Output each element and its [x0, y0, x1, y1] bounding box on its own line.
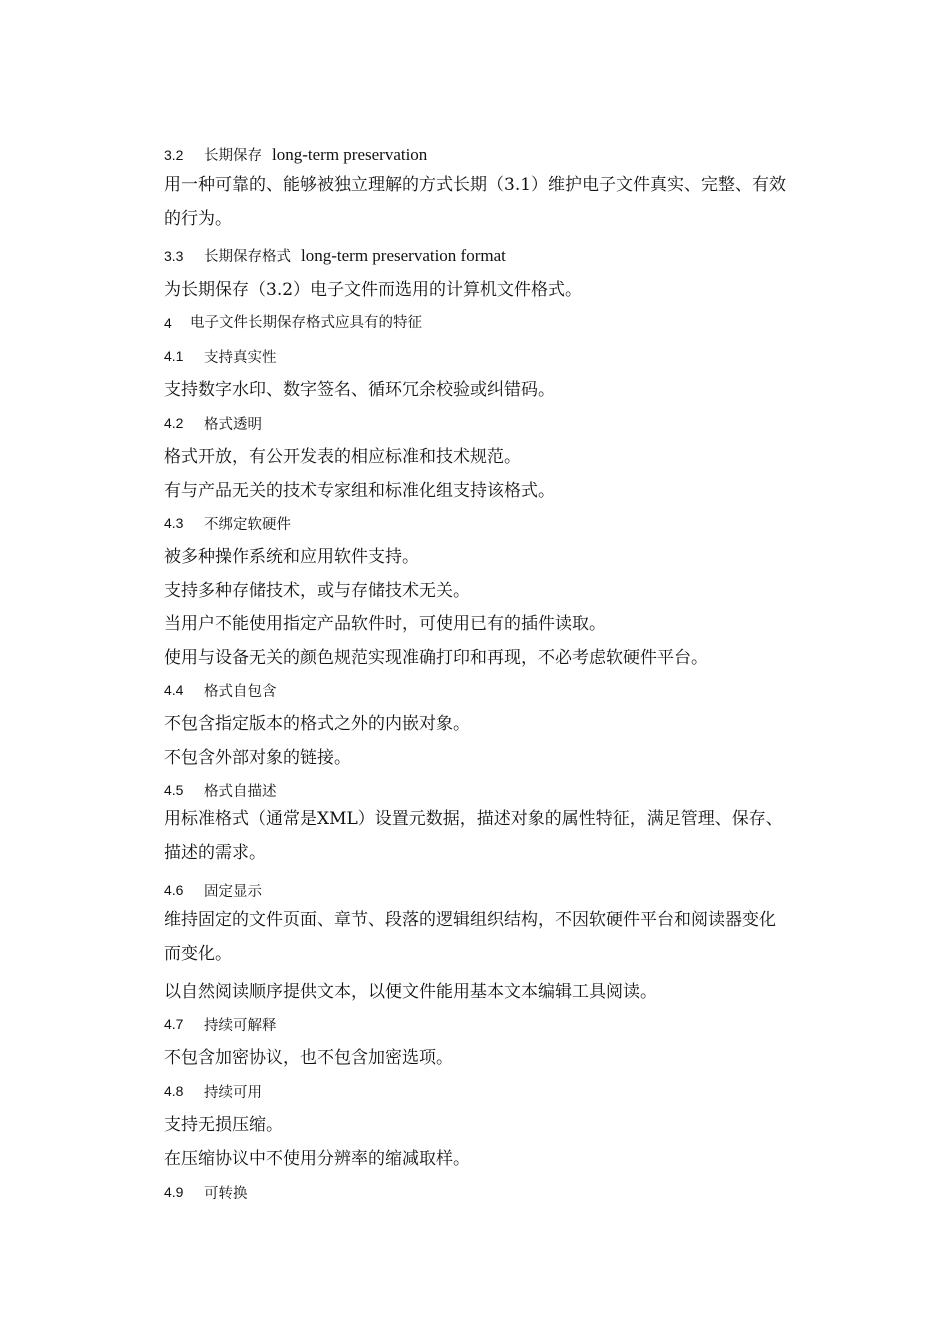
term-heading: [204, 144, 427, 165]
paragraph: 使用与设备无关的颜色规范实现准确打印和再现，不必考虑软硬件平台。: [164, 648, 708, 668]
paragraph: 为长期保存（3.2）电子文件而选用的计算机文件格式。: [164, 280, 583, 300]
term-heading: [204, 245, 506, 266]
section-number: 4.7: [164, 1016, 184, 1032]
section-number: 4.5: [164, 782, 184, 798]
paragraph: 用一种可靠的、能够被独立理解的方式长期（3.1）维护电子文件真实、完整、有效的行为。: [164, 175, 787, 229]
term-zh: 长期保存格式: [204, 249, 291, 265]
section-title: 支持真实性: [204, 350, 277, 366]
paragraph: 不包含加密协议，也不包含加密选项。: [164, 1048, 453, 1068]
paragraph: 不包含指定版本的格式之外的内嵌对象。: [164, 714, 470, 734]
paragraph: 格式开放，有公开发表的相应标准和技术规范。: [164, 447, 521, 467]
paragraph: 支持多种存储技术，或与存储技术无关。: [164, 581, 470, 601]
section-title: 固定显示: [204, 884, 262, 900]
paragraph: 维持固定的文件页面、章节、段落的逻辑组织结构，不因软硬件平台和阅读器变化而变化。: [164, 910, 776, 964]
section-title: 持续可解释: [204, 1018, 277, 1034]
paragraph: 用标准格式（通常是XML）设置元数据，描述对象的属性特征，满足管理、保存、描述的需求。: [164, 809, 783, 863]
term-en: long-term preservation: [272, 145, 428, 164]
paragraph: 以自然阅读顺序提供文本，以便文件能用基本文本编辑工具阅读。: [164, 982, 657, 1002]
term-en: long-term preservation format: [301, 246, 506, 265]
paragraph: 支持无损压缩。: [164, 1115, 283, 1135]
paragraph: 不包含外部对象的链接。: [164, 748, 351, 768]
section-number: 3.2: [164, 147, 184, 163]
section-number: 3.3: [164, 248, 184, 264]
term-zh: 长期保存: [204, 148, 262, 164]
section-number: 4.9: [164, 1184, 184, 1200]
section-number: 4.3: [164, 515, 184, 531]
section-number: 4.6: [164, 882, 184, 898]
section-number: 4.4: [164, 682, 184, 698]
section-title: 格式自包含: [204, 684, 277, 700]
paragraph: 支持数字水印、数字签名、循环冗余校验或纠错码。: [164, 380, 555, 400]
section-number: 4.1: [164, 348, 184, 364]
section-number: 4.2: [164, 415, 184, 431]
section-title: 格式透明: [204, 417, 262, 433]
section-title: 电子文件长期保存格式应具有的特征: [190, 315, 422, 331]
section-title: 可转换: [204, 1186, 248, 1202]
paragraph: 有与产品无关的技术专家组和标准化组支持该格式。: [164, 481, 555, 501]
paragraph: 当用户不能使用指定产品软件时，可使用已有的插件读取。: [164, 614, 606, 634]
paragraph: 在压缩协议中不使用分辨率的缩减取样。: [164, 1149, 470, 1169]
section-title: 格式自描述: [204, 784, 277, 800]
section-title: 持续可用: [204, 1085, 262, 1101]
paragraph: 被多种操作系统和应用软件支持。: [164, 547, 419, 567]
section-number: 4.8: [164, 1083, 184, 1099]
section-number: 4: [164, 315, 172, 331]
section-title: 不绑定软硬件: [204, 517, 291, 533]
